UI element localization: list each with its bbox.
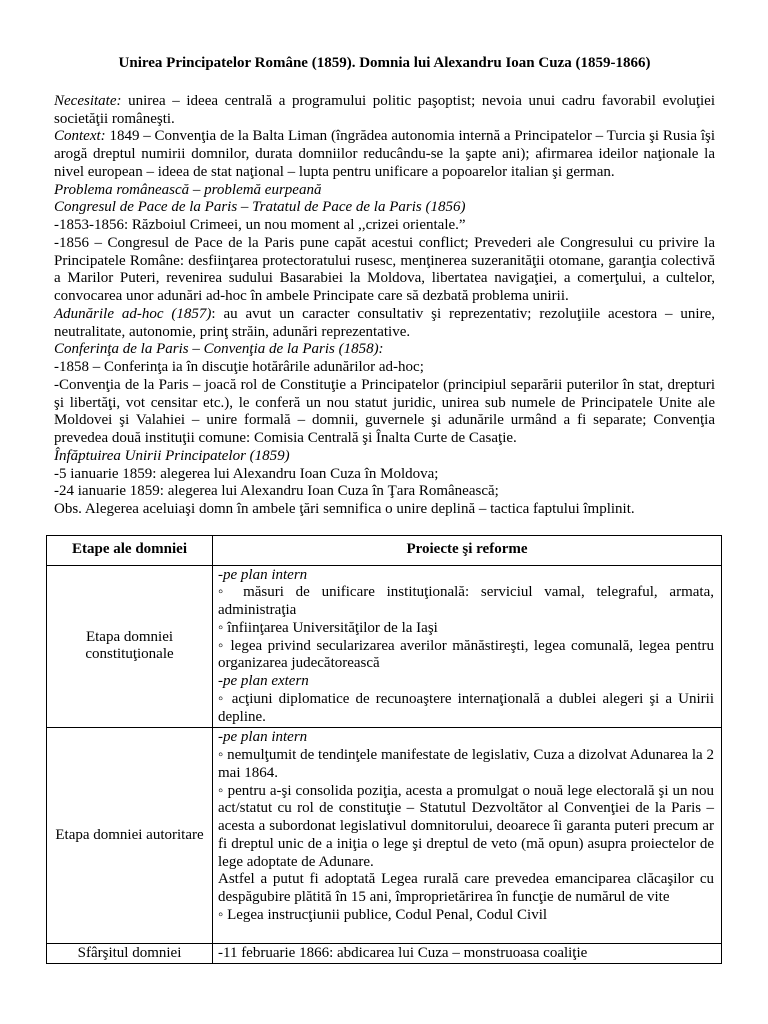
paragraph-observatie: Obs. Alegerea aceluiaşi domn în ambele ţări semnifica o unire deplină – tactica faptului împlinit. <box>54 501 635 517</box>
table-row <box>47 728 722 943</box>
table-row <box>47 943 722 964</box>
table-header-row <box>47 535 722 565</box>
reforms-cell <box>213 565 722 728</box>
paragraph-conventia-de-la-paris: -Convenţia de la Paris – joacă rol de Constituţie a Principatelor (principiul separării puterilor în stat, drepturi şi libertăţi, vot censitar etc.), le conferă un nou statut juridic, unirea sub numele de Principatele Unite ale Moldovei şi Valahiei – unire formală – domnii, guvernele şi adunările urmând a fi separate; Convenţia prevedea două instituţii comune: Comisia Centrală şi Înalta Curte de Casaţie. <box>54 376 715 446</box>
reforms-cell <box>213 943 722 964</box>
document-body <box>54 93 715 519</box>
subheading-plan-extern: -pe plan extern <box>218 673 309 689</box>
list-item: ◦ înfiinţarea Universităţilor de la Iaşi <box>218 619 438 636</box>
paragraph-adunarile-ad-hoc <box>54 306 715 342</box>
column-header-stage: Etape ale domniei <box>47 535 213 565</box>
paragraph-alegerea-moldova: -5 ianuarie 1859: alegerea lui Alexandru Ioan Cuza în Moldova; <box>54 465 439 482</box>
paragraph-text: unirea – ideea centrală a programului politic paşoptist; nevoia unui cadru favorabil evoluţiei societăţii româneşti. <box>54 92 716 127</box>
paragraph-congresul-1856: -1856 – Congresul de Pace de la Paris pune capăt acestui conflict; Prevederi ale Congresului cu privire la Principatele Române: desfiinţarea protectoratului rusesc, menţinerea suzeranităţii otomane, garanţia colectivă a Marilor Puteri, revenirea sudului Basarabiei la Moldova, libertatea navigaţiei, a comerţului, a cultelor, convocarea unor adunări ad-hoc în ambele Principate care să dezbată problema unirii. <box>54 234 715 304</box>
list-item: -11 februarie 1866: abdicarea lui Cuza – monstruoasa coaliţie <box>218 944 588 961</box>
column-header-reforms: Proiecte şi reforme <box>213 535 722 565</box>
reforms-table <box>46 535 722 965</box>
paragraph-text: : au avut un caracter consultativ şi reprezentativ; rezoluţiile acestora – unire, neutralitate, autonomie, prinţ străin, adunări reprezentative. <box>54 305 715 340</box>
document-page <box>54 55 715 964</box>
stage-cell: Etapa domniei autoritare <box>47 728 213 943</box>
reforms-cell <box>213 728 722 943</box>
document-title: Unirea Principatelor Române (1859). Domnia lui Alexandru Ioan Cuza (1859-1866) <box>118 55 651 71</box>
paragraph-label: Necesitate: <box>54 92 122 109</box>
list-item: ◦ legea privind secularizarea averilor mănăstireşti, legea comunală, legea pentru organizarea judecătorească <box>218 637 714 672</box>
stage-cell: Sfârşitul domniei <box>47 943 213 964</box>
subheading-plan-intern: -pe plan intern <box>218 566 308 583</box>
stage-cell: Etapa domniei constituţionale <box>47 565 213 728</box>
list-item: ◦ nemulţumit de tendinţele manifestate de legislativ, Cuza a dizolvat Adunarea la 2 mai 1864. <box>218 747 714 781</box>
paragraph-necesitate <box>54 93 715 129</box>
paragraph-label: Adunările ad-hoc (1857) <box>54 305 212 322</box>
paragraph-text: 1849 – Convenţia de la Balta Liman (îngrădea autonomia internă a Principatelor – Turcia şi Rusia îşi arogă dreptul numirii domnilor, durata domniilor reducându-se la şapte ani); afirmarea ideilor naţionale la nivel european – ideea de stat naţional – lupta pentru unificare a popoarelor italian şi german. <box>54 128 715 180</box>
subheading-plan-intern: -pe plan intern <box>218 729 308 746</box>
paragraph-label: Context: <box>54 128 106 145</box>
section-heading-congresul-de-pace: Congresul de Pace de la Paris – Tratatul de Pace de la Paris (1856) <box>54 199 466 216</box>
list-item: ◦ măsuri de unificare instituţională: serviciul vamal, telegraful, armata, administraţia <box>218 584 714 618</box>
list-item: ◦ Legea instrucţiunii publice, Codul Penal, Codul Civil <box>218 906 548 923</box>
paragraph-razboiul-crimeei: -1853-1856: Războiul Crimeei, un nou moment al ,,crizei orientale.” <box>54 217 466 233</box>
table-row <box>47 565 722 728</box>
section-heading-infaptuirea-unirii: Înfăptuirea Unirii Principatelor (1859) <box>54 447 290 464</box>
section-heading-conferinta-de-la-paris: Conferinţa de la Paris – Convenţia de la Paris (1858): <box>54 341 384 358</box>
list-item-continuation: Astfel a putut fi adoptată Legea rurală care prevedea emanciparea clăcaşilor cu despăgubire plătită în 15 ani, împroprietărirea în funcţie de numărul de vite <box>218 871 714 905</box>
section-heading-problema-romaneasca: Problema românească – problemă eurpeană <box>54 181 322 198</box>
list-item: ◦ pentru a-şi consolida poziţia, acesta a promulgat o nouă lege electorală şi un nou act/statut cu rol de constituţie – Statutul Dezvoltător al Convenţiei de la Paris – acesta a subordonat legislativul domnitorului, deoarece îi garanta puteri precum ar fi dreptul unic de a iniţia o lege şi dreptul de veto (mă opun) asupra proiectelor de lege adoptate de Adunare. <box>218 782 714 870</box>
list-item: ◦ acţiuni diplomatice de recunoaştere internaţională a dublei alegeri şi a Unirii depline. <box>218 690 714 725</box>
paragraph-alegerea-tara-romaneasca: -24 ianuarie 1859: alegerea lui Alexandru Ioan Cuza în Ţara Românească; <box>54 483 499 500</box>
paragraph-conferinta-1858: -1858 – Conferinţa ia în discuţie hotărârile adunărilor ad-hoc; <box>54 359 424 375</box>
paragraph-context <box>54 128 715 181</box>
